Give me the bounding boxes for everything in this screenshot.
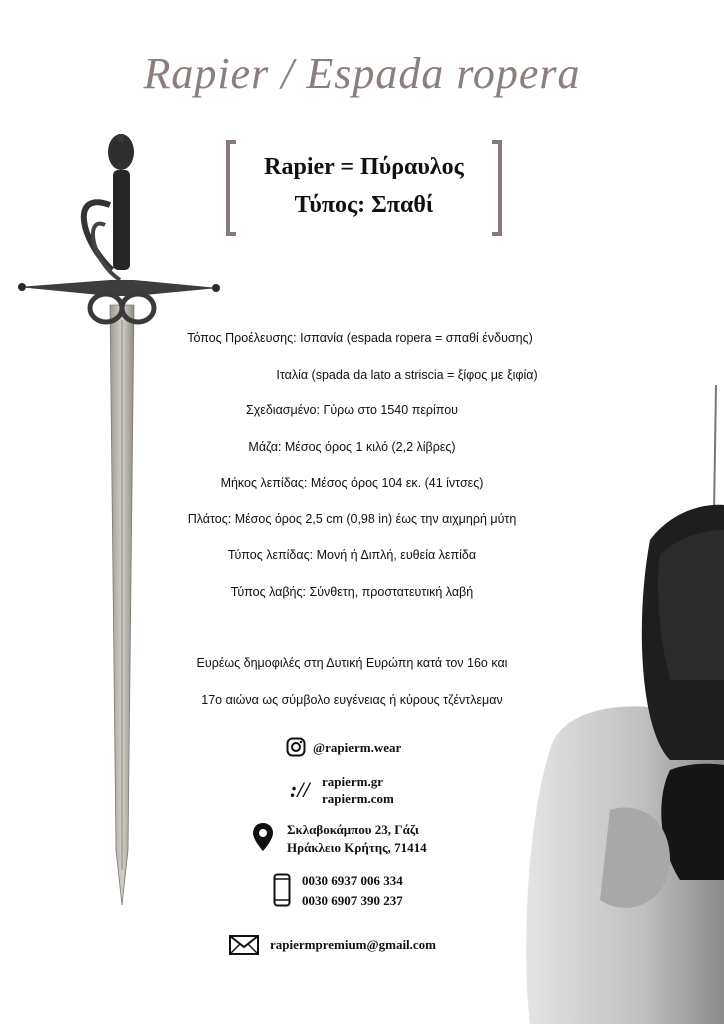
- info-popular-1: Ευρέως δημοφιλές στη Δυτική Ευρώπη κατά τον 16ο και: [196, 656, 508, 670]
- mail-icon: [229, 935, 259, 955]
- address-line-1: Σκλαβοκάμπου 23, Γάζι: [287, 822, 419, 837]
- info-popular-2: 17ο αιώνα ως σύμβολο ευγένειας ή κύρους τζέντλεμαν: [201, 693, 503, 707]
- info-designed: Σχεδιασμένο: Γύρω στο 1540 περίπου: [245, 403, 459, 417]
- email-address[interactable]: rapiermpremium@gmail.com: [270, 937, 437, 952]
- info-hilt-type: Τύπος λαβής: Σύνθετη, προστατευτική λαβή: [230, 585, 474, 599]
- location-pin-icon: [252, 822, 274, 852]
- phone-number-2[interactable]: 0030 6907 390 237: [302, 893, 403, 908]
- address-line-2: Ηράκλειο Κρήτης, 71414: [287, 840, 427, 855]
- header-box-line-2: Τύπος: Σπαθί: [294, 192, 434, 218]
- info-origin: Τόπος Προέλευσης: Ισπανία (espada ropera = σπαθί ένδυσης): [187, 331, 533, 345]
- instagram-icon: [286, 737, 306, 757]
- info-blade-type: Τύπος λεπίδας: Μονή ή Διπλή, ευθεία λεπίδα: [227, 548, 477, 562]
- info-width: Πλάτος: Μέσος όρος 2,5 cm (0,98 in) έως την αιχμηρή μύτη: [187, 512, 517, 526]
- fencer-photo: [520, 380, 724, 1024]
- phone-number-1[interactable]: 0030 6937 006 334: [302, 873, 403, 888]
- info-origin-italy: Ιταλία (spada da lato a striscia = ξίφος με ξιφία): [276, 368, 538, 382]
- header-box-line-1: Rapier = Πύραυλος: [264, 154, 464, 180]
- instagram-handle[interactable]: @rapierm.wear: [313, 740, 402, 755]
- header-box: [226, 140, 502, 236]
- website-link-2[interactable]: rapierm.com: [322, 791, 394, 806]
- page-title: Rapier / Espada ropera: [143, 49, 581, 98]
- info-blade-length: Μήκος λεπίδας: Μέσος όρος 104 εκ. (41 ίντσες): [220, 476, 484, 490]
- website-link-1[interactable]: rapierm.gr: [322, 774, 384, 789]
- info-mass: Μάζα: Μέσος όρος 1 κιλό (2,2 λίβρες): [248, 440, 456, 454]
- phone-icon: [273, 873, 291, 907]
- web-icon: ://: [290, 777, 310, 802]
